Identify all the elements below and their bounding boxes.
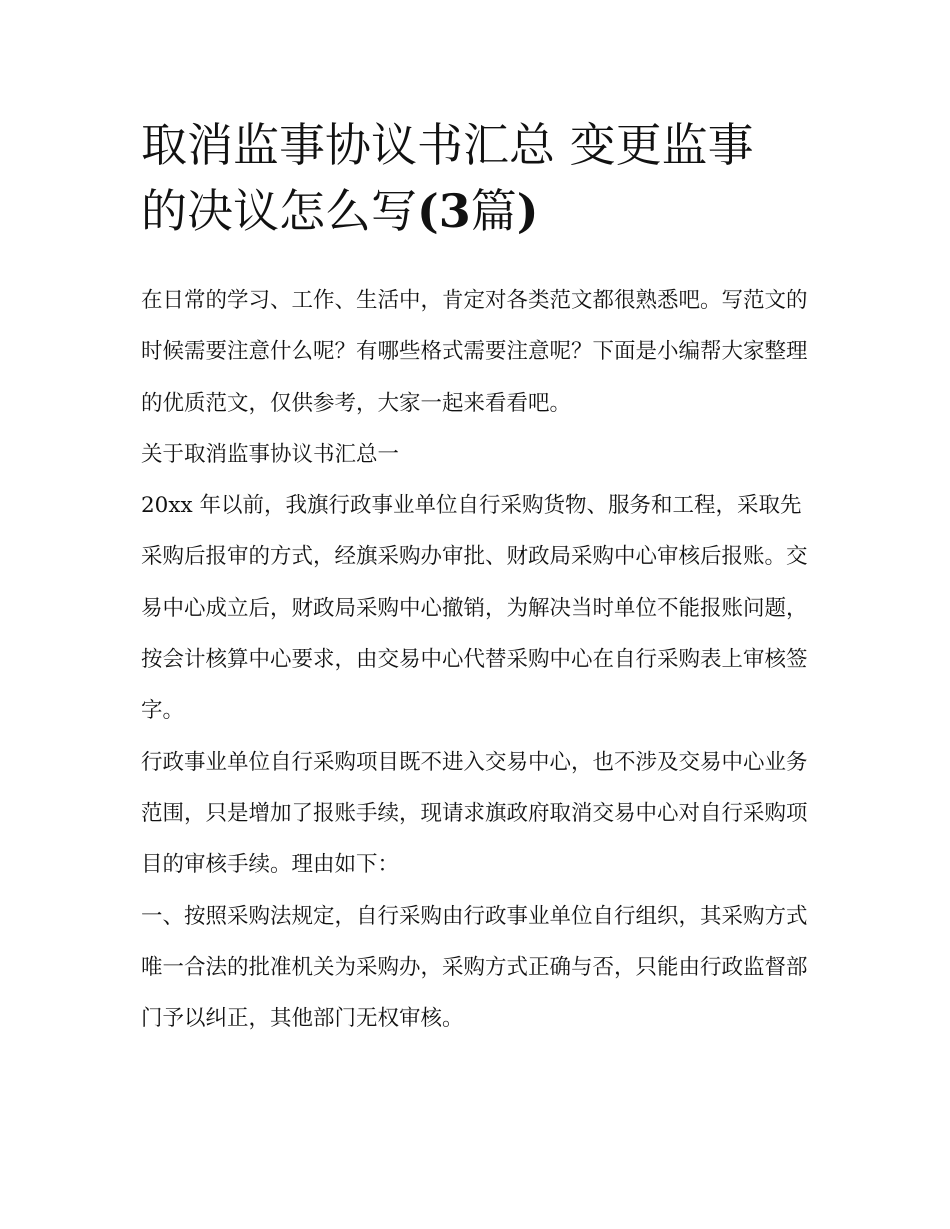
paragraph-reason-one: 一、按照采购法规定，自行采购由行政事业单位自行组织，其采购方式唯一合法的批准机关为采购办，采购方式正确与否，只能由行政监督部门予以纠正，其他部门无权审核。	[141, 903, 808, 1032]
title-line-2-prefix: 的决议怎么写	[141, 184, 417, 238]
paragraph-background: 20xx 年以前，我旗行政事业单位自行采购货物、服务和工程，采取先采购后报审的方式，经旗采购办审批、财政局采购中心审核后报账。交易中心成立后，财政局采购中心撤销，为解决当时单位不能报账问题，按会计核算中心要求，由交易中心代替采购中心在自行采购表上审核签字。	[141, 493, 808, 724]
title-line-2-count: (3	[417, 184, 471, 238]
document-title	[141, 112, 821, 244]
paragraph-request: 行政事业单位自行采购项目既不进入交易中心，也不涉及交易中心业务范围，只是增加了报账手续，现请求旗政府取消交易中心对自行采购项目的审核手续。理由如下：	[141, 749, 808, 878]
document-body	[141, 275, 813, 1044]
paragraph-intro: 在日常的学习、工作、生活中，肯定对各类范文都很熟悉吧。写范文的时候需要注意什么呢？有哪些格式需要注意呢？下面是小编帮大家整理的优质范文，仅供参考，大家一起来看看吧。	[141, 288, 808, 416]
paragraph-section-heading: 关于取消监事协议书汇总一	[141, 441, 400, 467]
title-line-1: 取消监事协议书汇总 变更监事	[141, 118, 754, 172]
title-line-2-unit: 篇	[470, 184, 517, 238]
title-line-2-close: )	[516, 184, 539, 238]
